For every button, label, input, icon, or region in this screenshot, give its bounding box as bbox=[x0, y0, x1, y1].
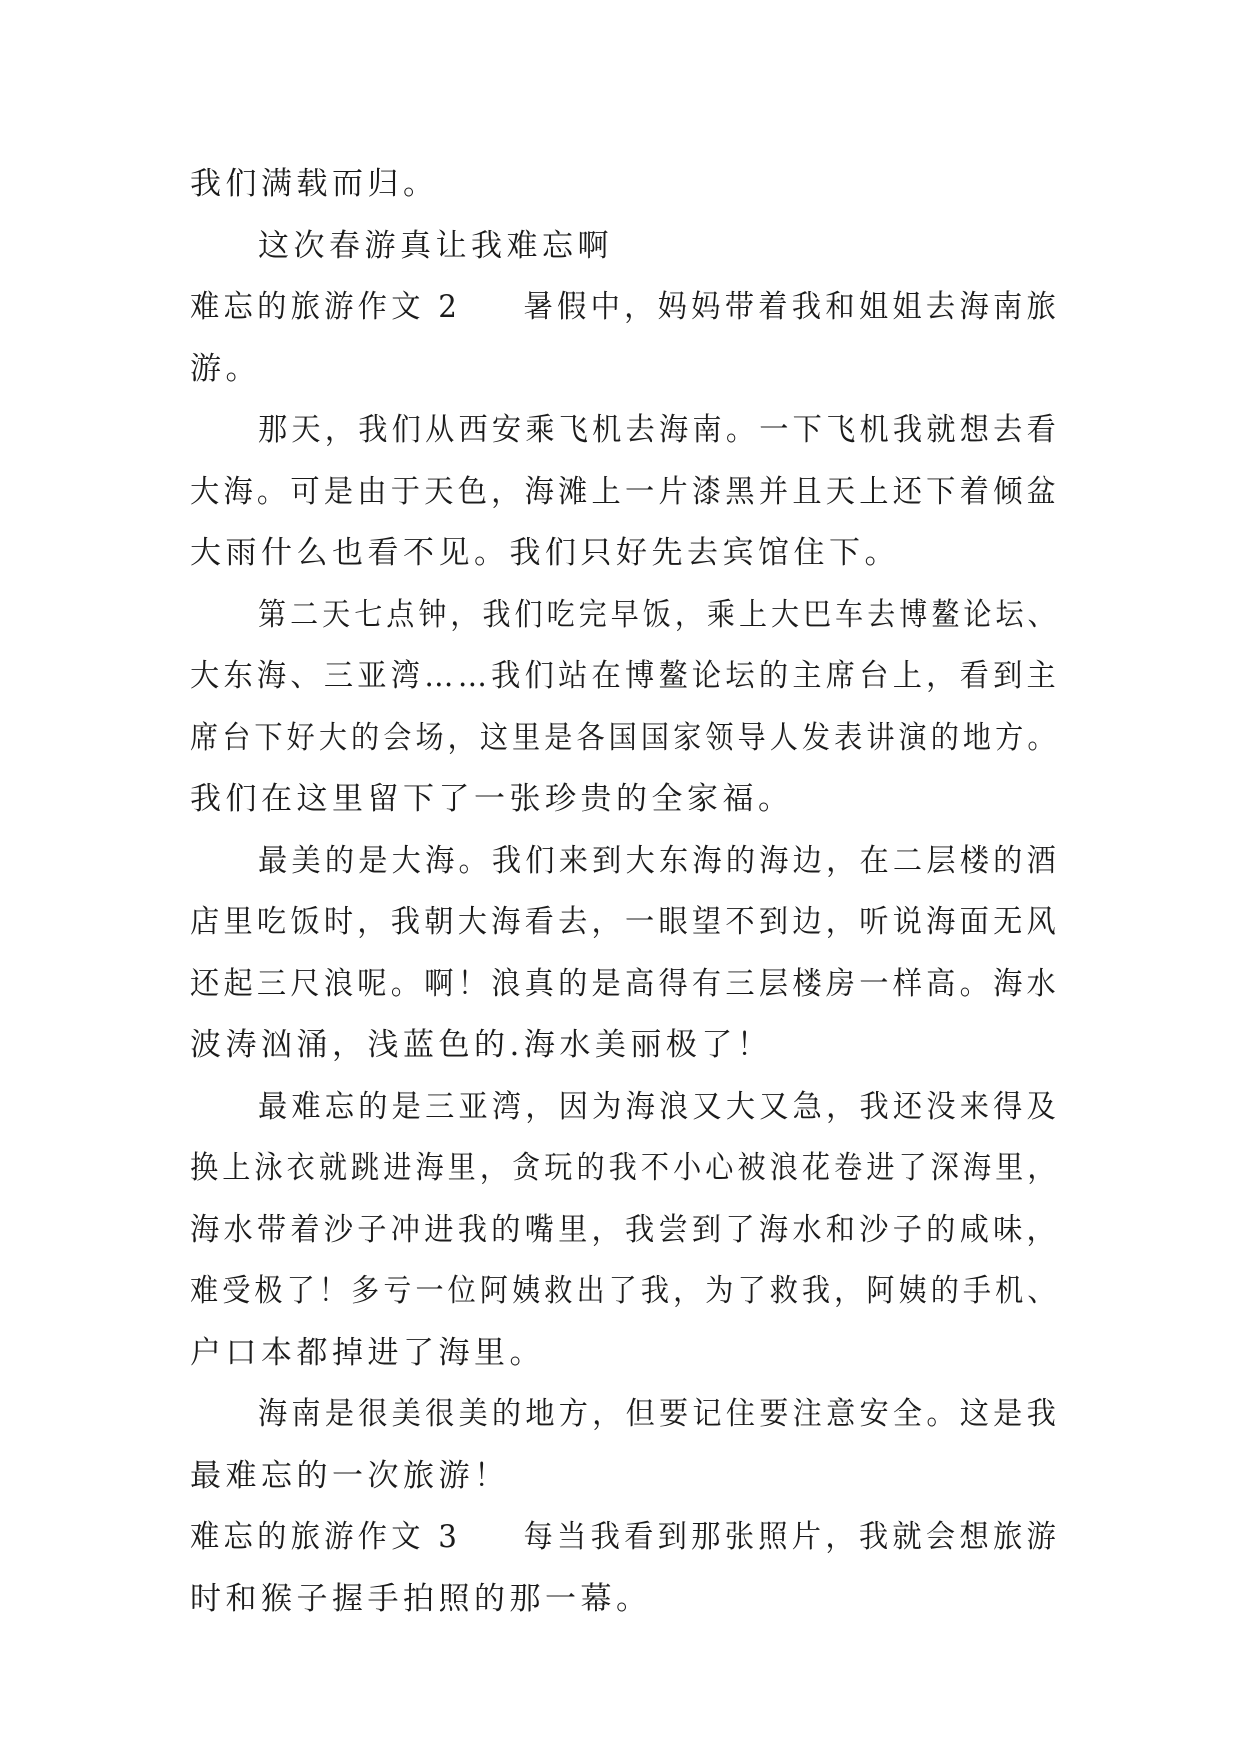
section-heading: 难忘的旅游作文 2 bbox=[190, 289, 462, 325]
text-line: 席台下好大的会场，这里是各国国家领导人发表讲演的地方。 bbox=[190, 720, 1060, 756]
section-heading: 难忘的旅游作文 3 bbox=[190, 1519, 462, 1555]
text-line: 户口本都掉进了海里。 bbox=[190, 1335, 545, 1371]
text-line: 海水带着沙子冲进我的嘴里，我尝到了海水和沙子的咸味， bbox=[190, 1212, 1061, 1248]
text-line: 我们满载而归。 bbox=[190, 166, 439, 202]
text-line: 大东海、三亚湾……我们站在博鳌论坛的主席台上，看到主 bbox=[190, 658, 1061, 694]
text-line: 大海。可是由于天色，海滩上一片漆黑并且天上还下着倾盆 bbox=[190, 474, 1061, 510]
text-line: 海南是很美很美的地方，但要记住要注意安全。这是我 bbox=[258, 1396, 1060, 1432]
text-line bbox=[190, 1517, 1060, 1557]
text-line: 换上泳衣就跳进海里，贪玩的我不小心被浪花卷进了深海里， bbox=[190, 1150, 1060, 1186]
text-line: 游。 bbox=[190, 351, 261, 387]
text-line: 波涛汹涌，浅蓝色的.海水美丽极了！ bbox=[190, 1027, 773, 1063]
text-line bbox=[190, 287, 1060, 327]
text-line: 最难忘的是三亚湾，因为海浪又大又急，我还没来得及 bbox=[258, 1089, 1060, 1125]
text-line: 第二天七点钟，我们吃完早饭，乘上大巴车去博鳌论坛、 bbox=[258, 597, 1060, 633]
text-line: 我们在这里留下了一张珍贵的全家福。 bbox=[190, 781, 794, 817]
text-line: 最难忘的一次旅游！ bbox=[190, 1458, 510, 1494]
text-line: 大雨什么也看不见。我们只好先去宾馆住下。 bbox=[190, 535, 900, 571]
text-line: 难受极了！多亏一位阿姨救出了我，为了救我，阿姨的手机、 bbox=[190, 1273, 1060, 1309]
text-line-continuation: 暑假中，妈妈带着我和姐姐去海南旅 bbox=[523, 289, 1061, 325]
text-line: 那天，我们从西安乘飞机去海南。一下飞机我就想去看 bbox=[258, 412, 1060, 448]
text-line: 还起三尺浪呢。啊！浪真的是高得有三层楼房一样高。海水 bbox=[190, 966, 1061, 1002]
text-line: 时和猴子握手拍照的那一幕。 bbox=[190, 1581, 652, 1617]
text-line: 这次春游真让我难忘啊 bbox=[258, 228, 613, 264]
text-line: 最美的是大海。我们来到大东海的海边，在二层楼的酒 bbox=[258, 843, 1060, 879]
text-line-continuation: 每当我看到那张照片，我就会想旅游 bbox=[523, 1519, 1061, 1555]
text-line: 店里吃饭时，我朝大海看去，一眼望不到边，听说海面无风 bbox=[190, 904, 1061, 940]
